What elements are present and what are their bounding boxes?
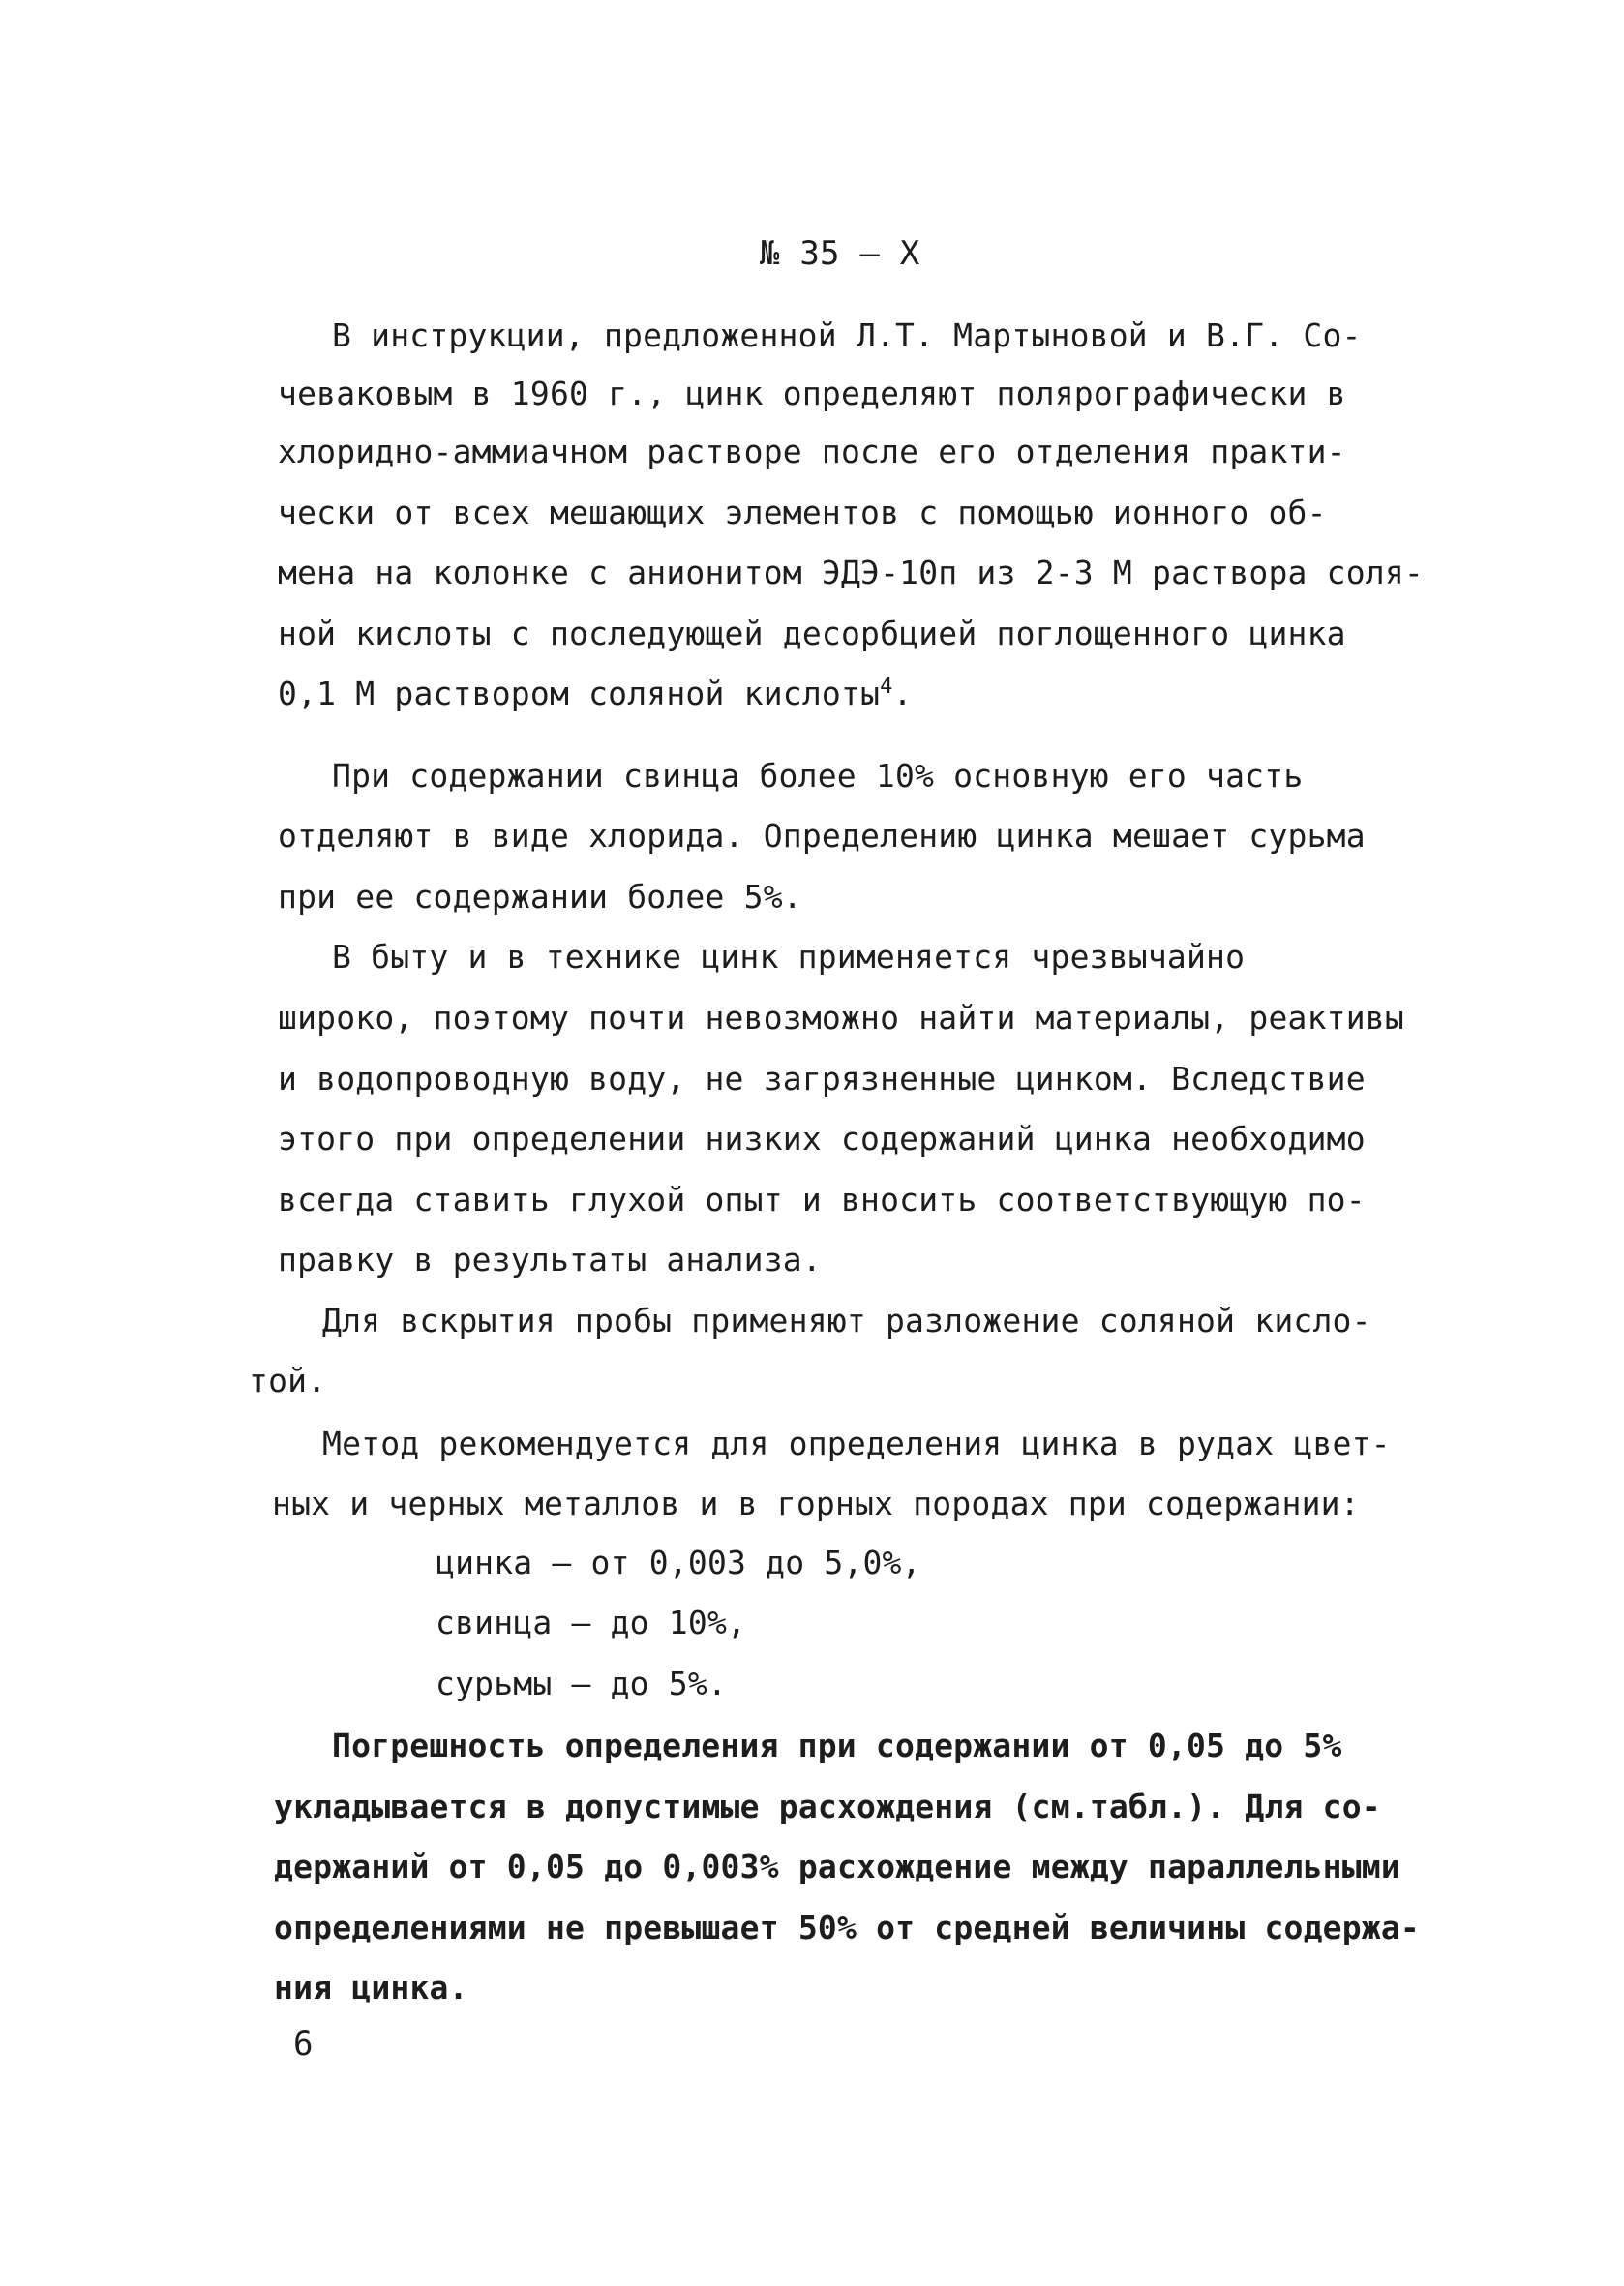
text-line: правку в результаты анализа. xyxy=(278,1241,822,1278)
text-line: всегда ставить глухой опыт и вносить соответствующую по- xyxy=(278,1181,1366,1218)
text-line: этого при определении низких содержаний цинка необходимо xyxy=(278,1120,1366,1158)
text-line: ния цинка. xyxy=(274,1969,468,2006)
text-line-with-footnote xyxy=(278,673,913,715)
text-line: при ее содержании более 5%. xyxy=(278,878,802,916)
text-line: чеваковым в 1960 г., цинк определяют полярографически в xyxy=(278,375,1346,412)
text-line: определениями не превышает 50% от средней величины содержа- xyxy=(274,1909,1420,1946)
page-number: 6 xyxy=(293,2025,314,2063)
text-line: Для вскрытия пробы применяют разложение соляной кисло- xyxy=(322,1302,1371,1339)
text-line: ной кислоты с последующей десорбцией поглощенного цинка xyxy=(278,615,1346,652)
text-line-end: . xyxy=(892,675,913,712)
text-line: При содержании свинца более 10% основную его часть xyxy=(332,757,1304,795)
content-list-item: сурьмы – до 5%. xyxy=(436,1665,728,1702)
text-line: той. xyxy=(249,1362,327,1399)
text-line: Метод рекомендуется для определения цинка в рудах цвет- xyxy=(322,1425,1391,1462)
text-line: Погрешность определения при содержании от 0,05 до 5% xyxy=(332,1727,1342,1764)
text-line: ных и черных металлов и в горных породах при содержании: xyxy=(272,1485,1360,1522)
text-line-content: 0,1 М раствором соляной кислоты xyxy=(278,675,881,712)
text-line: чески от всех мешающих элементов с помощью ионного об- xyxy=(278,494,1327,531)
text-line: широко, поэтому почти невозможно найти материалы, реактивы xyxy=(278,999,1404,1037)
text-line: хлоридно-аммиачном растворе после его отделения практи- xyxy=(278,433,1346,470)
content-list-item: цинка – от 0,003 до 5,0%, xyxy=(436,1544,921,1581)
text-line: мена на колонке с анионитом ЭДЭ-10п из 2-3 М раствора соля- xyxy=(278,554,1424,591)
text-line: и водопроводную воду, не загрязненные цинком. Вследствие xyxy=(278,1060,1366,1098)
text-line: В быту и в технике цинк применяется чрезвычайно xyxy=(332,938,1246,976)
document-number-heading: № 35 – Х xyxy=(760,234,920,273)
footnote-mark: 4 xyxy=(880,675,893,699)
content-list-item: свинца – до 10%, xyxy=(436,1604,747,1641)
text-line: отделяют в виде хлорида. Определению цинка мешает сурьма xyxy=(278,817,1366,855)
text-line: держаний от 0,05 до 0,003% расхождение между параллельными xyxy=(274,1848,1400,1885)
text-line: В инструкции, предложенной Л.Т. Мартыновой и В.Г. Со- xyxy=(332,316,1362,354)
text-line: укладывается в допустимые расхождения (см.табл.). Для со- xyxy=(274,1788,1381,1825)
